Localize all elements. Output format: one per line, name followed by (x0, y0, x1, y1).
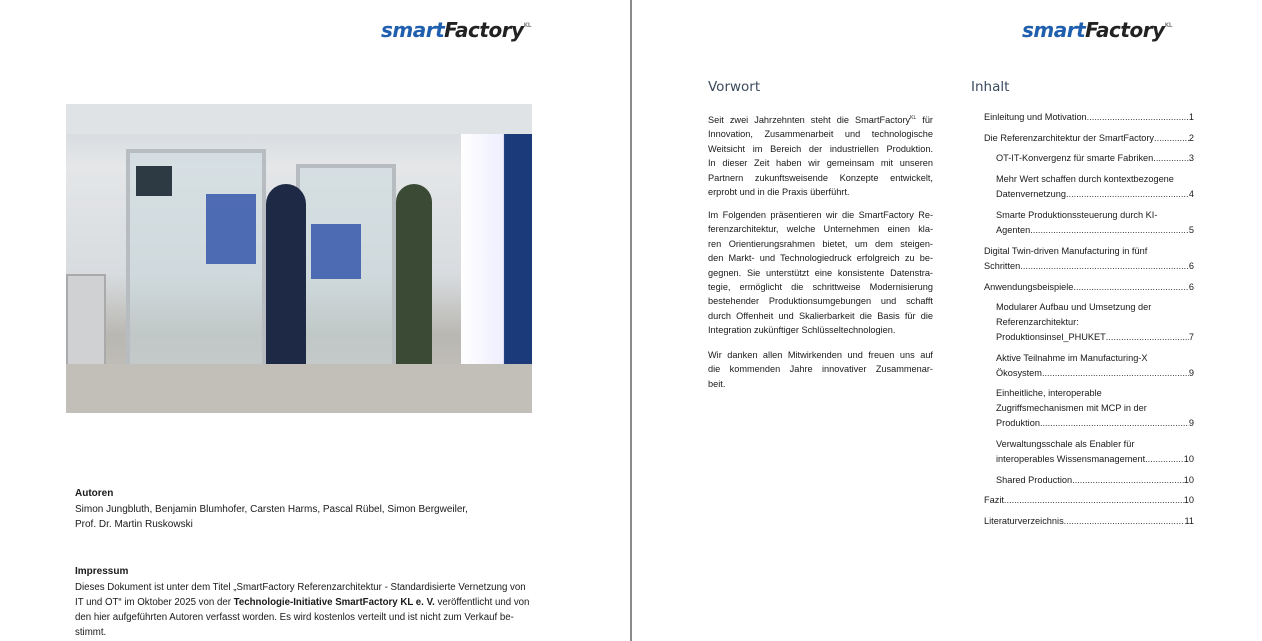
toc-entry-label: Einheitliche, interoperable (996, 388, 1102, 398)
toc-page-number: 3 (1188, 153, 1194, 163)
toc-entry-label: Fazit (984, 495, 1004, 505)
toc-entry[interactable] (984, 514, 1194, 529)
para-line: durch Offenheit und Skalierbarkeit die Basis für die (708, 310, 933, 321)
toc-entry-label: Verwaltungsschale als Enabler für (996, 439, 1135, 449)
vorwort-title: Vorwort (708, 79, 761, 95)
toc-entry-label: Digital Twin-driven Manufacturing in fünf (984, 246, 1148, 256)
toc-entry-label: Produktionsinsel_PHUKET (996, 332, 1106, 343)
toc-leader (1064, 514, 1185, 529)
impressum-line: den hier aufgeführten Autoren verfasst worden. Es wird kostenlos verteilt und ist nicht zum Verkauf be- (75, 612, 514, 623)
toc-entry-label: Die Referenzarchitektur der SmartFactory (984, 133, 1155, 143)
toc-leader (1145, 452, 1184, 467)
para-line: Im Folgenden präsentieren wir die SmartFactory Re- (708, 210, 933, 220)
authors-line: Simon Jungbluth, Benjamin Blumhofer, Carsten Harms, Pascal Rübel, Simon Bergweiler, (75, 504, 468, 515)
toc-leader (1066, 187, 1189, 202)
toc-entry-label: Zugriffsmechanismen mit MCP in der (996, 403, 1147, 414)
toc-page-number: 2 (1188, 133, 1194, 143)
toc-page-number: 6 (1188, 261, 1194, 272)
impressum-line: IT und OT“ im Oktober 2025 von der Technologie-Initiative SmartFactory KL e. V. veröffentlicht und von (75, 597, 530, 608)
toc-page-number: 1 (1188, 112, 1194, 122)
toc-entry-label: interoperables Wissensmanagement (996, 454, 1146, 465)
toc-page-number: 4 (1188, 189, 1194, 200)
toc-page-number: 10 (1183, 454, 1194, 465)
toc-entry-label: Produktion (996, 418, 1040, 429)
authors-line: Prof. Dr. Martin Ruskowski (75, 519, 193, 530)
para-line: erprobt und in die Praxis überführt. (708, 187, 850, 198)
toc-entry[interactable] (984, 280, 1194, 295)
para-line: bestehender Produktionsumgebungen und schafft (708, 296, 933, 307)
toc-leader (1040, 416, 1189, 431)
para-line: den Markt- und Technologiedruck erfolgreich zu be- (708, 253, 933, 264)
toc-leader (1030, 223, 1189, 238)
page-left (0, 0, 630, 641)
toc-page-number: 6 (1188, 282, 1194, 292)
toc-entry[interactable] (996, 172, 1194, 202)
toc-entry-label: Smarte Produktionssteuerung durch KI- (996, 210, 1158, 220)
toc-entry[interactable] (996, 208, 1194, 238)
vorwort-paragraph-1 (708, 111, 933, 200)
factory-photo (66, 104, 532, 413)
authors-list (75, 502, 468, 532)
toc-page-number: 9 (1188, 368, 1194, 379)
toc-entry[interactable] (984, 244, 1194, 274)
toc-leader (1042, 366, 1189, 381)
toc-entry[interactable] (996, 151, 1194, 166)
para-line: ferenzarchitektur, welche Unternehmen einen kla- (708, 224, 933, 235)
toc-leader (1020, 259, 1189, 274)
toc-leader (1106, 330, 1189, 345)
page-right (632, 0, 1262, 641)
toc-entry-label: Anwendungsbeispiele (984, 282, 1074, 292)
para-line: Weitsicht im Bereich der industriellen Produktion. (708, 143, 933, 154)
vorwort-paragraph-3 (708, 348, 933, 391)
toc-leader (1087, 110, 1189, 125)
toc-entry-label: Aktive Teilnahme im Manufacturing-X (996, 353, 1148, 363)
para-line: ren Orientierungsrahmen bietet, um dem steigen- (708, 238, 933, 249)
para-line: die kommenden Jahre innovativer Zusammenar- (708, 364, 933, 375)
smartfactory-logo: smartFactory$^{KL}$ (381, 18, 532, 42)
toc-leader (1073, 280, 1188, 295)
toc-entry-label: Schritten (984, 261, 1021, 272)
toc-entry[interactable] (996, 473, 1194, 488)
impressum-heading: Impressum (75, 566, 129, 577)
toc-entry-label: Agenten (996, 225, 1031, 236)
impressum-line: stimmt. (75, 627, 107, 638)
para-line: In dieser Zeit haben wir gemeinsam mit unseren (708, 158, 933, 169)
toc-entry[interactable] (984, 131, 1194, 146)
toc-entry-label: Referenzarchitektur: (996, 317, 1079, 328)
para-line: Integration zukünftiger Schlüsseltechnologien. (708, 325, 896, 336)
toc-page-number: 9 (1188, 418, 1194, 429)
toc-entry-label: Shared Production (996, 475, 1073, 485)
para-line: Partnern zukunftsweisende Konzepte entwickelt, (708, 172, 933, 183)
smartfactory-logo: smartFactory$^{KL}$ (1022, 18, 1173, 42)
toc-entry[interactable] (996, 351, 1194, 381)
para-line: Wir danken allen Mitwirkenden und freuen uns auf (708, 350, 933, 360)
toc-leader (1154, 131, 1189, 146)
impressum-text (75, 580, 530, 640)
toc-leader (1153, 151, 1189, 166)
para-line: beit. (708, 378, 726, 389)
authors-heading: Autoren (75, 488, 114, 499)
para-line: tegie, ermöglicht die schrittweise Modernisierung (708, 282, 933, 293)
toc-entry-label: Literaturverzeichnis (984, 516, 1064, 526)
toc-entry-label: OT-IT-Konvergenz für smarte Fabriken (996, 153, 1154, 163)
toc-page-number: 11 (1184, 516, 1194, 526)
toc-leader (1004, 493, 1184, 508)
toc-entry[interactable] (984, 110, 1194, 125)
toc-page-number: 10 (1183, 495, 1194, 505)
impressum-line: Dieses Dokument ist unter dem Titel „SmartFactory Referenzarchitektur - Standardisierte Vernetzung von (75, 582, 526, 593)
toc-entry[interactable] (984, 493, 1194, 508)
para-line: Seit zwei Jahrzehnten steht die SmartFactory$^{KL}$ für (708, 115, 933, 126)
toc-entry[interactable] (996, 300, 1194, 346)
toc-page-number: 5 (1188, 225, 1194, 236)
toc-title: Inhalt (971, 79, 1010, 95)
toc-entry-label: Einleitung und Motivation (984, 112, 1087, 122)
para-line: gegnen. Sie unterstützt eine konsistente Datenstra- (708, 267, 933, 278)
toc-page-number: 10 (1183, 475, 1194, 485)
toc-entry[interactable] (996, 386, 1194, 432)
toc-entry-label: Modularer Aufbau und Umsetzung der (996, 302, 1152, 312)
toc-page-number: 7 (1188, 332, 1194, 343)
para-line: Innovation, Zusammenarbeit und technologische (708, 129, 933, 140)
toc-entry[interactable] (996, 437, 1194, 467)
toc-entry-label: Ökosystem (996, 368, 1042, 379)
toc-entry-label: Datenvernetzung (996, 189, 1066, 200)
toc-leader (1072, 473, 1184, 488)
toc-entry-label: Mehr Wert schaffen durch kontextbezogene (996, 174, 1174, 184)
vorwort-paragraph-2 (708, 208, 933, 338)
